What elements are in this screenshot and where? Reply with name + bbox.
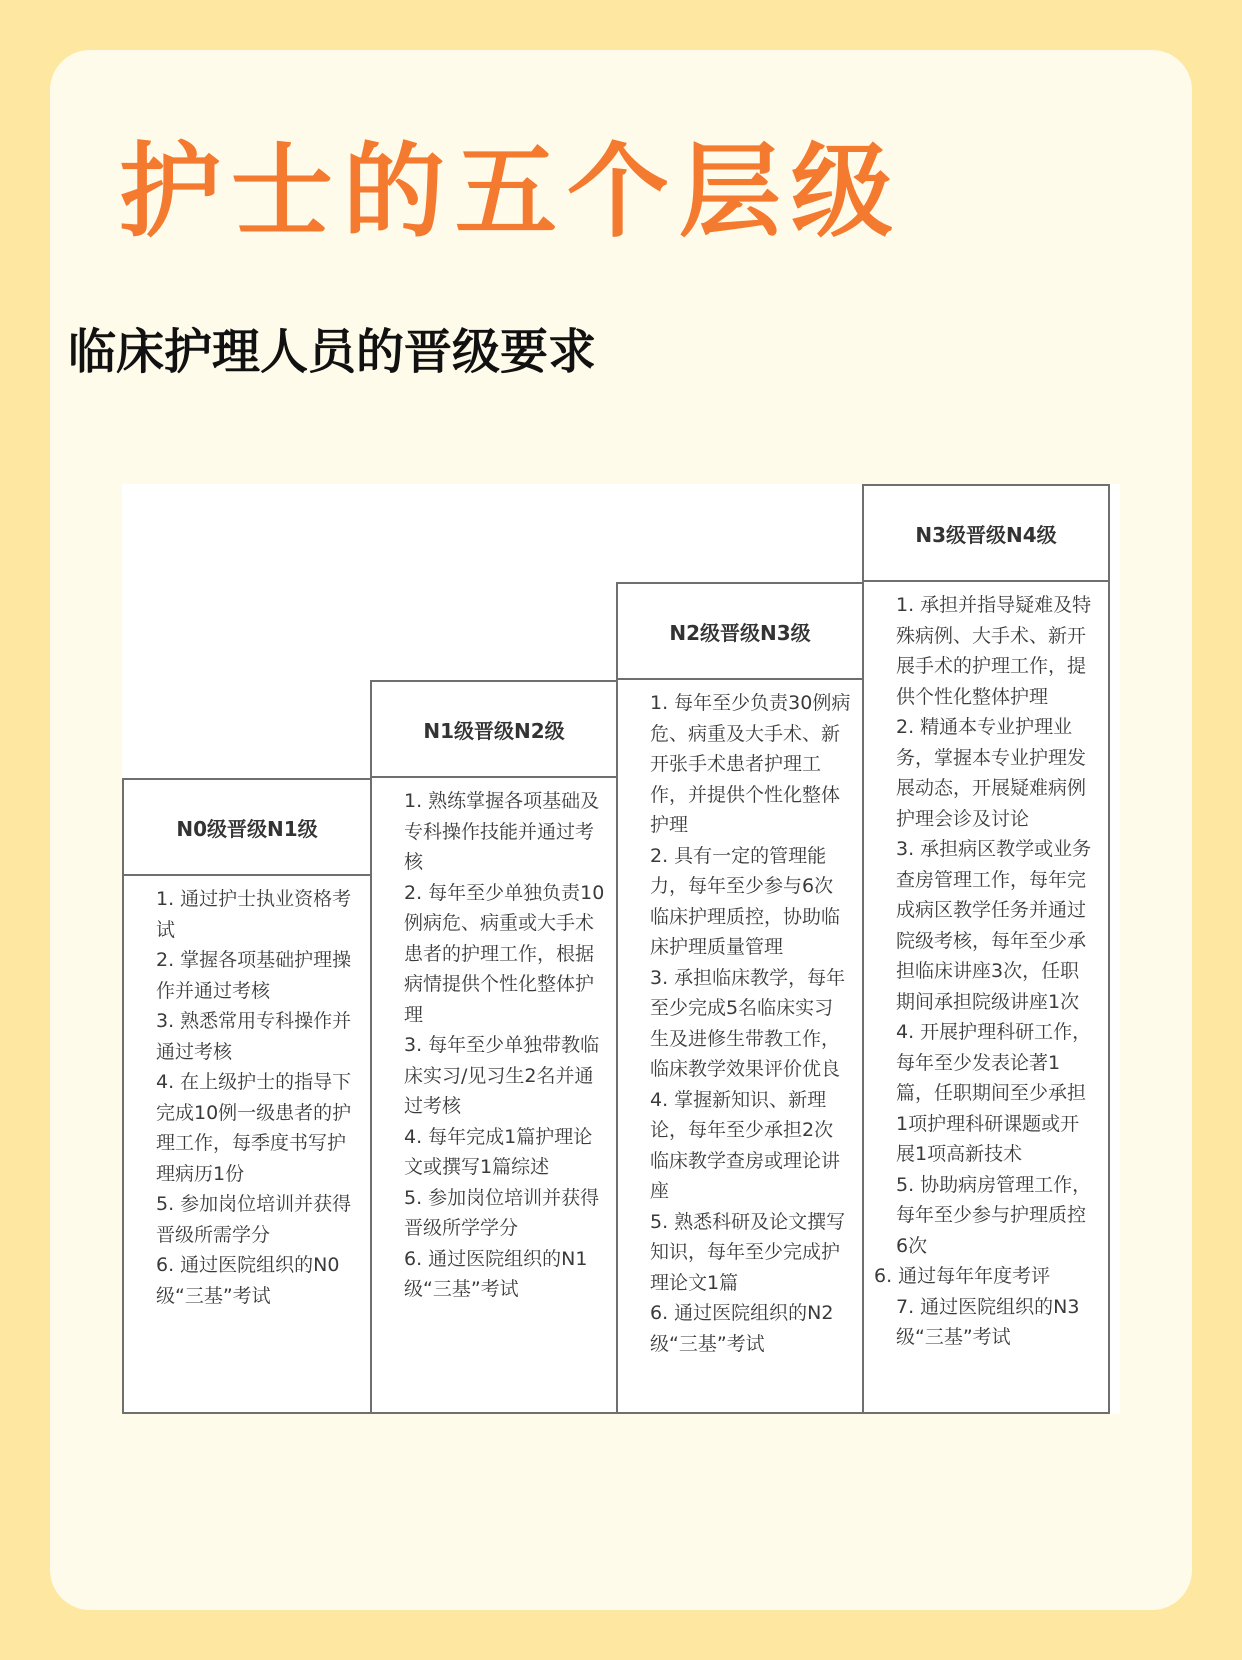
requirement-item: 4. 开展护理科研工作，每年至少发表论著1篇，任职期间至少承担1项护理科研课题或开展1项高新技术 [896, 1021, 1092, 1165]
requirement-item: 1. 承担并指导疑难及特殊病例、大手术、新开展手术的护理工作，提供个性化整体护理 [896, 594, 1092, 708]
requirement-item: 3. 熟悉常用专科操作并通过考核 [156, 1010, 352, 1063]
requirement-item: 5. 协助病房管理工作，每年至少参与护理质控6次 [896, 1173, 1092, 1257]
requirement-item: 2. 掌握各项基础护理操作并通过考核 [156, 949, 352, 1002]
column-heading: N1级晋级N2级 [372, 682, 616, 778]
requirement-item: 6. 通过每年年度考评 [874, 1265, 1051, 1287]
column-heading: N3级晋级N4级 [864, 486, 1108, 582]
column-n1-to-n2 [370, 680, 616, 1414]
page-subtitle: 临床护理人员的晋级要求 [68, 324, 597, 380]
requirement-item: 5. 参加岗位培训并获得晋级所需学分 [156, 1193, 352, 1246]
column-heading: N0级晋级N1级 [124, 780, 370, 876]
requirement-item: 4. 在上级护士的指导下完成10例一级患者的护理工作，每季度书写护理病历1份 [156, 1071, 352, 1185]
requirement-item: 1. 通过护士执业资格考试 [156, 888, 352, 941]
requirement-item: 1. 熟练掌握各项基础及专科操作技能并通过考核 [404, 790, 600, 873]
requirement-item: 4. 每年完成1篇护理论文或撰写1篇综述 [404, 1125, 593, 1178]
requirement-item: 6. 通过医院组织的N0级“三基”考试 [156, 1254, 340, 1307]
requirement-item: 2. 每年至少单独负责10例病危、病重或大手术患者的护理工作，根据病情提供个性化整体护理 [404, 881, 605, 1026]
requirement-item: 3. 承担临床教学，每年至少完成5名临床实习生及进修生带教工作，临床教学效果评价优良 [650, 966, 846, 1080]
column-n3-to-n4 [862, 484, 1110, 1414]
page-title: 护士的五个层级 [119, 133, 903, 252]
requirement-item: 4. 掌握新知识、新理论，每年至少承担2次临床教学查房或理论讲座 [650, 1088, 841, 1202]
requirement-item: 6. 通过医院组织的N2级“三基”考试 [650, 1302, 834, 1355]
requirement-item: 7. 通过医院组织的N3级“三基”考试 [896, 1295, 1080, 1348]
column-n2-to-n3 [616, 582, 862, 1414]
column-n0-to-n1 [122, 778, 370, 1414]
requirement-item: 2. 具有一定的管理能力，每年至少参与6次临床护理质控，协助临床护理质量管理 [650, 844, 841, 958]
requirement-item: 3. 每年至少单独带教临床实习/见习生2名并通过考核 [404, 1034, 600, 1117]
promotion-requirements-table [122, 484, 1120, 1414]
requirement-item: 6. 通过医院组织的N1级“三基”考试 [404, 1247, 588, 1300]
column-heading: N2级晋级N3级 [618, 584, 862, 680]
requirement-item: 1. 每年至少负责30例病危、病重及大手术、新开张手术患者护理工作，并提供个性化整体护理 [650, 692, 851, 836]
requirement-item: 2. 精通本专业护理业务，掌握本专业护理发展动态，开展疑难病例护理会诊及讨论 [896, 716, 1087, 830]
requirement-item: 3. 承担病区教学或业务查房管理工作，每年完成病区教学任务并通过院级考核，每年至少承担临床讲座3次，任职期间承担院级讲座1次 [896, 838, 1092, 1013]
requirement-item: 5. 熟悉科研及论文撰写知识，每年至少完成护理论文1篇 [650, 1210, 846, 1294]
requirement-item: 5. 参加岗位培训并获得晋级所学学分 [404, 1186, 600, 1239]
